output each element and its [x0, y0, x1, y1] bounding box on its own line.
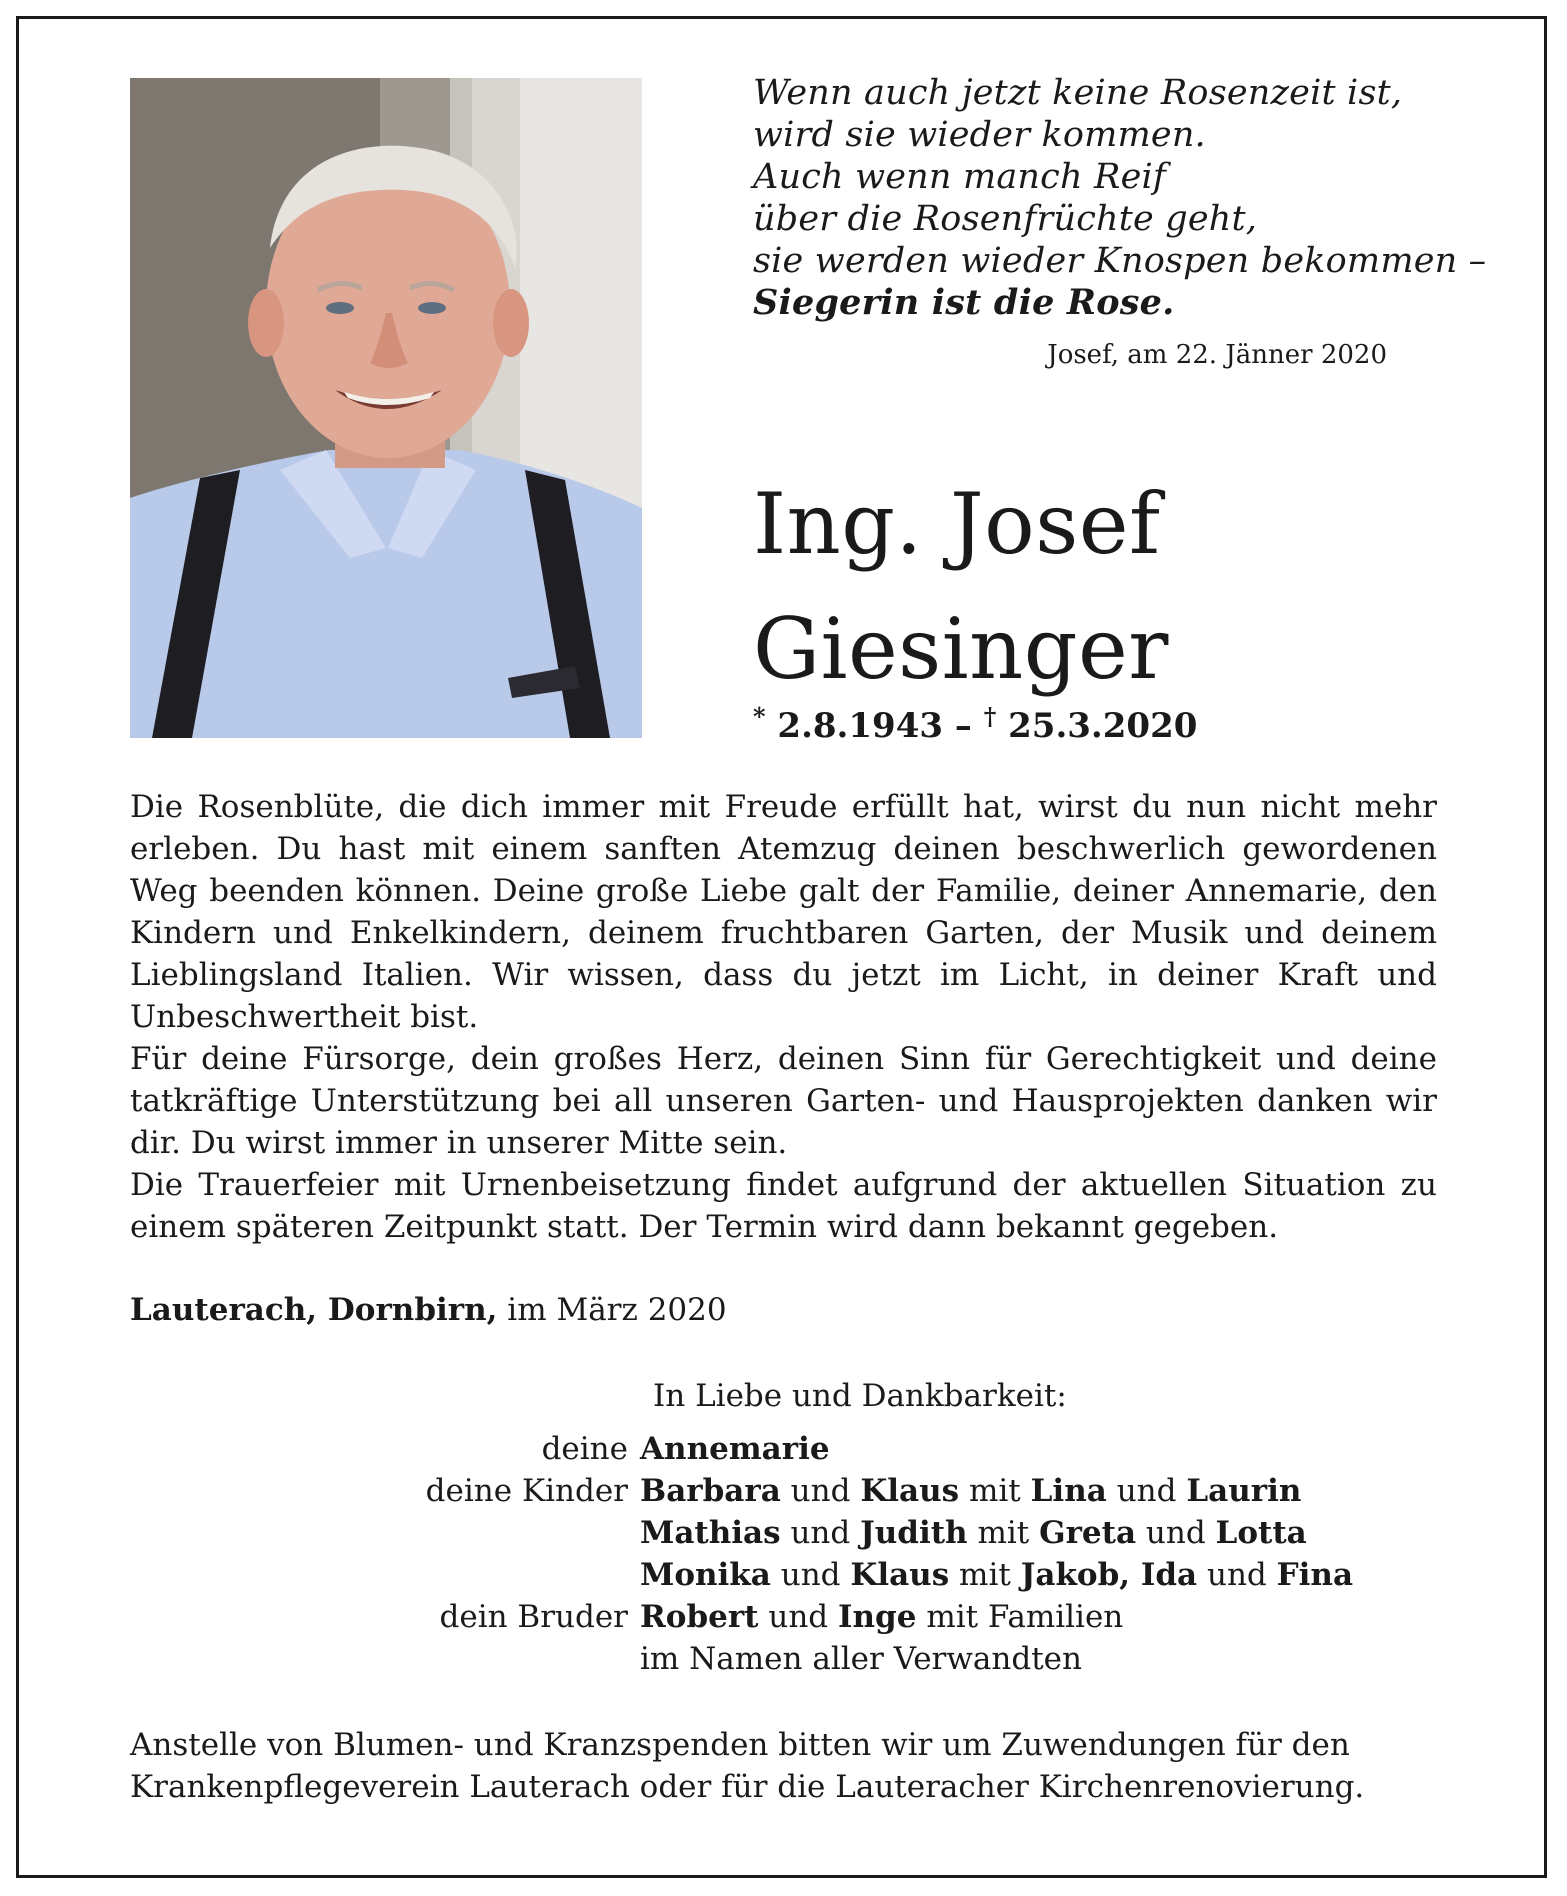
connector: und	[790, 1473, 851, 1509]
family-row-wife	[300, 1428, 1440, 1470]
donation-note	[130, 1724, 1465, 1808]
relation-label: deine Kinder	[425, 1473, 628, 1509]
family-name: Robert	[640, 1599, 759, 1635]
family-name: Greta	[1039, 1515, 1137, 1551]
birth-date: 2.8.1943	[777, 706, 944, 746]
portrait-photo	[130, 78, 642, 738]
family-heading: In Liebe und Dankbarkeit:	[653, 1378, 1067, 1414]
connector: mit Familien	[926, 1599, 1124, 1635]
obituary-text	[130, 786, 1437, 1248]
relation-label: deine	[541, 1431, 628, 1467]
family-row-child	[300, 1470, 1440, 1512]
poem-line: sie werden wieder Knospen bekommen –	[753, 241, 1487, 281]
connector: und	[780, 1557, 841, 1593]
family-name: Klaus	[860, 1473, 960, 1509]
death-mark: †	[983, 702, 997, 731]
family-name: Judith	[860, 1515, 968, 1551]
paragraph: Die Trauerfeier mit Urnenbeisetzung findet aufgrund der aktuellen Situation zu einem späteren Zeitpunkt statt. Der Termin wird dann bekannt gegeben.	[130, 1167, 1437, 1245]
relation-label	[300, 1554, 640, 1596]
life-dates	[753, 702, 1198, 746]
family-name: Klaus	[850, 1557, 950, 1593]
paragraph: Für deine Fürsorge, dein großes Herz, deinen Sinn für Gerechtigkeit und deine tatkräftige Unterstützung bei all unseren Garten- und Hausprojekten danken wir dir. Du wirst immer in unserer Mitte sein.	[130, 1041, 1437, 1161]
connector: und	[1145, 1515, 1206, 1551]
relatives: im Namen aller Verwandten	[640, 1641, 1082, 1677]
deceased-name	[753, 462, 1453, 712]
name-line-2: Giesinger	[753, 600, 1169, 698]
family-name: Lotta	[1215, 1515, 1307, 1551]
connector: und	[1116, 1473, 1177, 1509]
place-and-date	[130, 1292, 727, 1328]
family-name: Laurin	[1186, 1473, 1302, 1509]
family-name: Jakob, Ida	[1020, 1557, 1198, 1593]
poem	[753, 72, 1487, 324]
poem-line: Wenn auch jetzt keine Rosenzeit ist,	[753, 73, 1403, 113]
poem-line: wird sie wieder kommen.	[753, 115, 1206, 155]
connector: mit	[959, 1557, 1011, 1593]
date: im März 2020	[507, 1292, 727, 1328]
family-name: Fina	[1276, 1557, 1354, 1593]
date-dash: –	[954, 706, 972, 746]
connector: mit	[977, 1515, 1030, 1551]
family-list	[300, 1428, 1440, 1680]
family-name: Lina	[1030, 1473, 1107, 1509]
birth-mark: *	[753, 702, 766, 731]
family-name: Barbara	[640, 1473, 781, 1509]
relation-label: dein Bruder	[439, 1599, 628, 1635]
connector: und	[768, 1599, 829, 1635]
connector: mit	[968, 1473, 1021, 1509]
donation-line: Anstelle von Blumen- und Kranzspenden bitten wir um Zuwendungen für den	[130, 1727, 1350, 1763]
connector: und	[790, 1515, 851, 1551]
family-name: Mathias	[640, 1515, 781, 1551]
portrait-illustration	[130, 78, 642, 738]
family-row-child	[300, 1512, 1440, 1554]
poem-closing-line: Siegerin ist die Rose.	[753, 282, 1175, 323]
family-name: Inge	[838, 1599, 917, 1635]
death-date: 25.3.2020	[1008, 706, 1198, 746]
family-row-child	[300, 1554, 1440, 1596]
relation-label	[300, 1638, 640, 1680]
locations: Lauterach, Dornbirn,	[130, 1292, 498, 1328]
name-line-1: Ing. Josef	[753, 475, 1161, 573]
poem-signature: Josef, am 22. Jänner 2020	[1047, 340, 1387, 370]
poem-line: über die Rosenfrüchte geht,	[753, 199, 1258, 239]
family-row-brother	[300, 1596, 1440, 1638]
family-row-relatives	[300, 1638, 1440, 1680]
poem-line: Auch wenn manch Reif	[753, 157, 1167, 197]
donation-line: Krankenpflegeverein Lauterach oder für die Lauteracher Kirchenrenovierung.	[130, 1769, 1365, 1805]
relation-label	[300, 1512, 640, 1554]
connector: und	[1206, 1557, 1267, 1593]
family-name: Monika	[640, 1557, 771, 1593]
paragraph: Die Rosenblüte, die dich immer mit Freude erfüllt hat, wirst du nun nicht mehr erleben. Du hast mit einem sanften Atemzug deinen beschwerlich gewordenen Weg beenden können. Deine große Liebe galt der Familie, deiner Annemarie, den Kindern und Enkelkindern, deinem fruchtbaren Garten, der Musik und deinem Lieblingsland Italien. Wir wissen, dass du jetzt im Licht, in deiner Kraft und Unbeschwertheit bist.	[130, 789, 1437, 1035]
wife-name: Annemarie	[640, 1431, 830, 1467]
